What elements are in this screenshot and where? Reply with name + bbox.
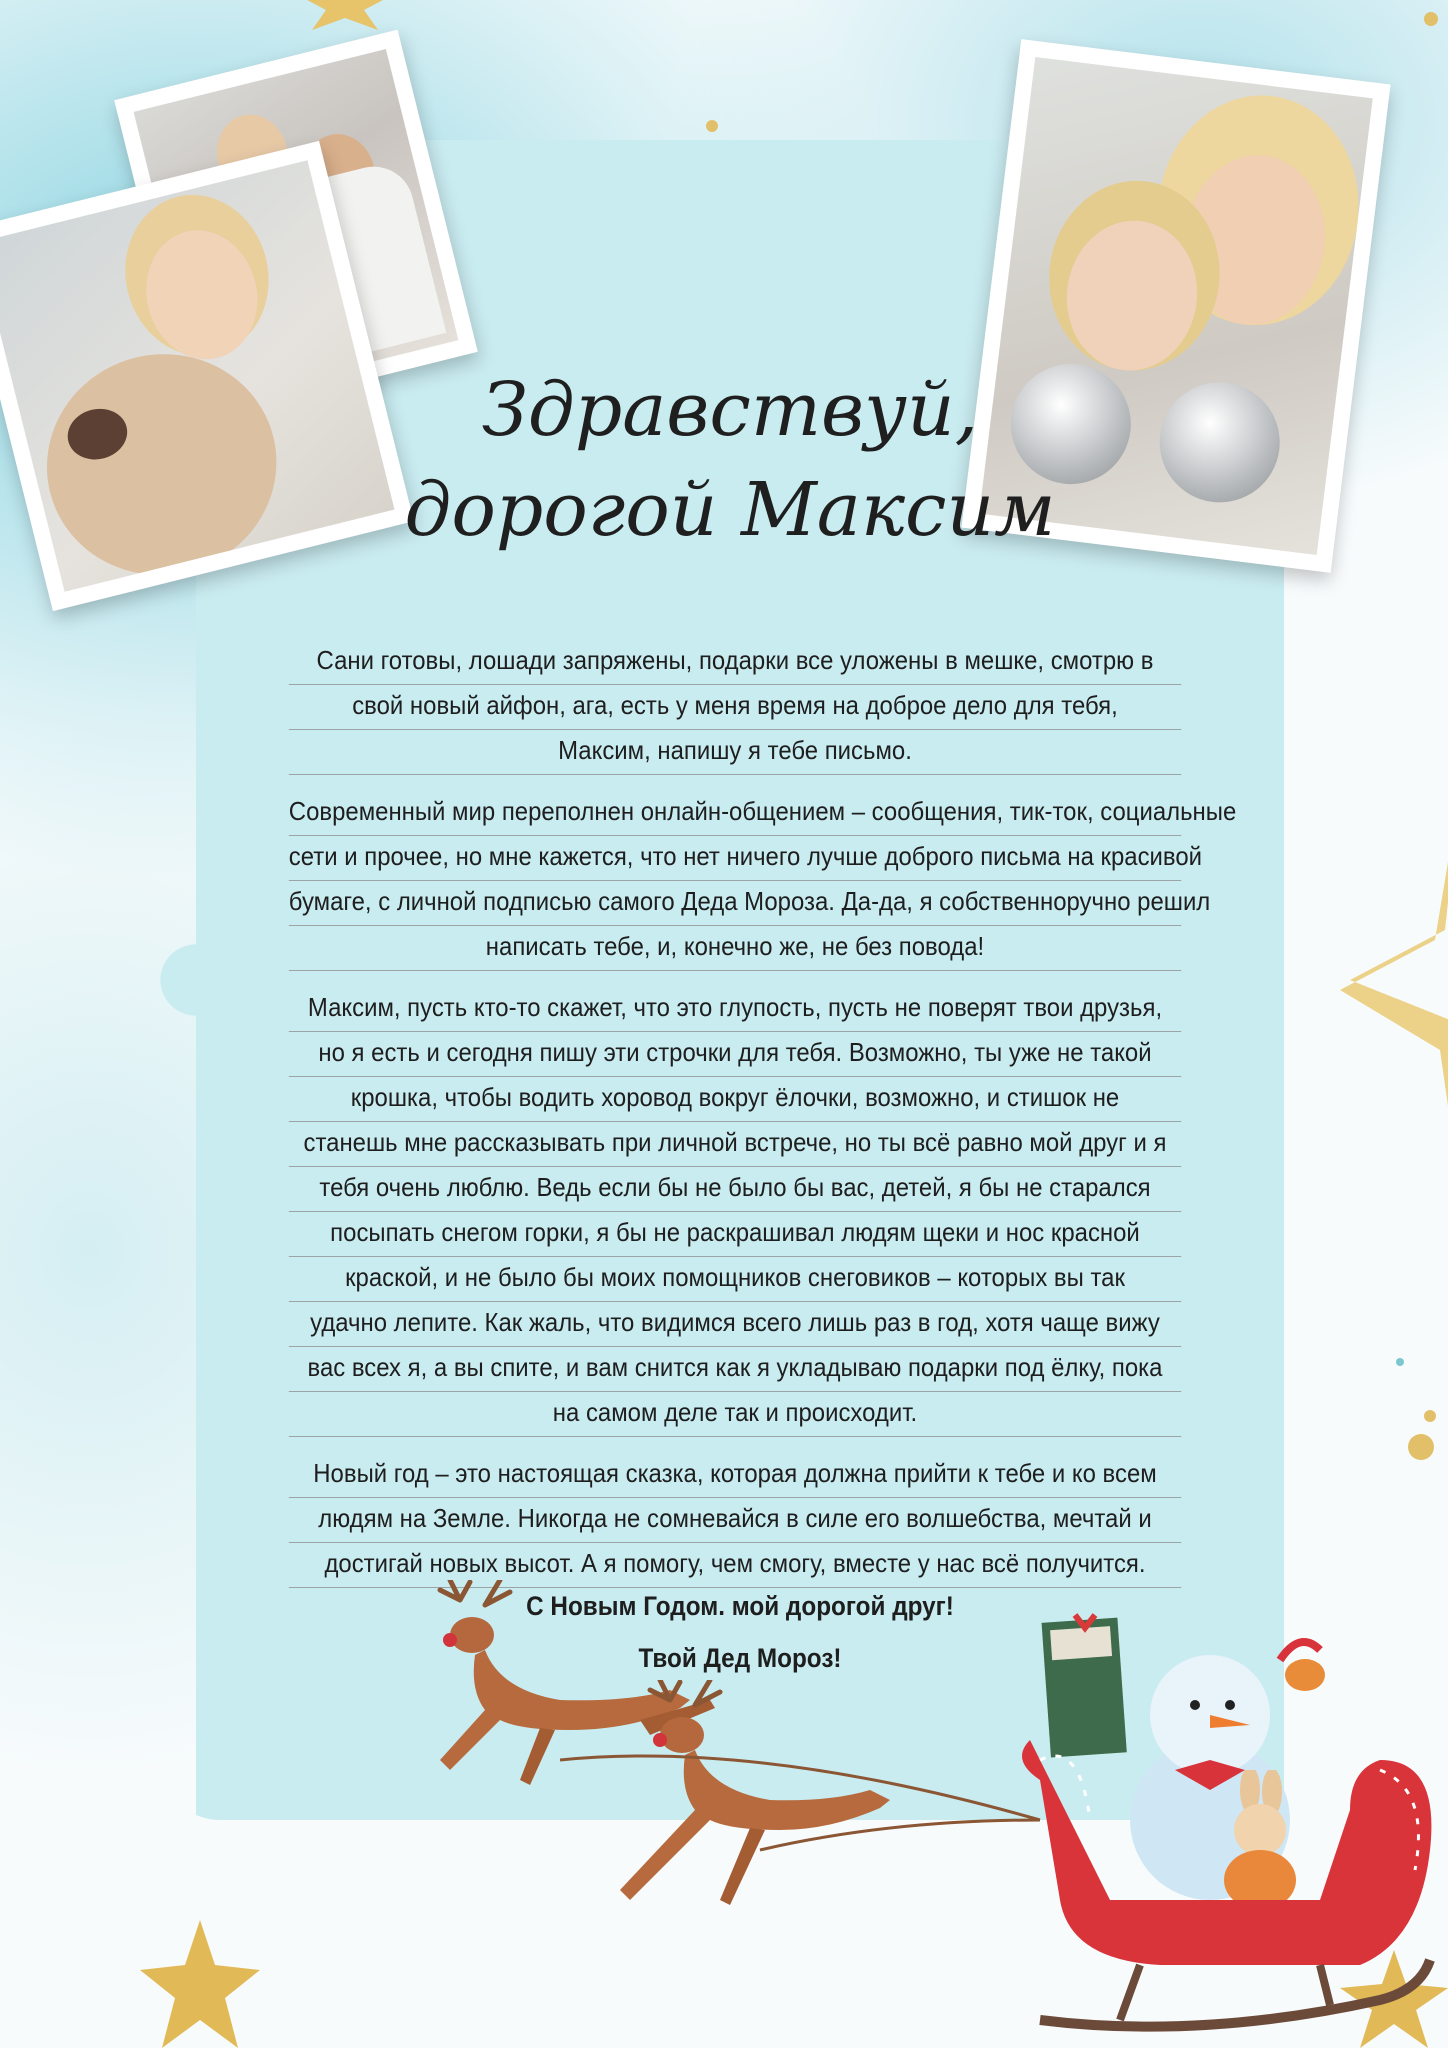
letter-line: посыпать снегом горки, я бы не раскрашивал людям щеки и нос красной [289,1212,1181,1257]
signature-line-1: С Новым Годом. мой дорогой друг! [526,1591,954,1621]
greeting-heading [380,360,1080,560]
confetti-dot [1424,1410,1436,1422]
letter-body [250,640,1237,1604]
letter-line: краской, и не было бы моих помощников снеговиков – которых вы так [289,1257,1181,1302]
letter-line: но я есть и сегодня пишу эти строчки для тебя. Возможно, ты уже не такой [289,1032,1181,1077]
letter-line: на самом деле так и происходит. [289,1392,1181,1437]
letter-line: написать тебе, и, конечно же, не без повода! [289,926,1181,971]
letter-line: Современный мир переполнен онлайн-общением – сообщения, тик-ток, социальные [289,791,1181,836]
letter-line: Максим, пусть кто-то скажет, что это глупость, пусть не поверят твои друзья, [289,987,1181,1032]
greeting-line-1: Здравствуй, [481,367,979,453]
letter-line: бумаге, с личной подписью самого Деда Мороза. Да-да, я собственноручно решил [289,881,1181,926]
gold-star-icon [290,0,400,30]
letter-paragraph-3 [250,987,1220,1437]
letter-line: Сани готовы, лошади запряжены, подарки все уложены в мешке, смотрю в [289,640,1181,685]
gold-star-icon [140,1920,260,2048]
greeting-line-2: дорогой Максим [404,467,1056,553]
letter-paragraph-4 [250,1453,1220,1588]
confetti-dot [706,120,718,132]
letter-paragraph-2 [250,791,1237,971]
signature-line-2: Твой Дед Мороз! [638,1643,842,1673]
letter-line: людям на Земле. Никогда не сомневайся в силе его волшебства, мечтай и [289,1498,1181,1543]
letter-line: станешь мне рассказывать при личной встрече, но ты всё равно мой друг и я [289,1122,1181,1167]
reins-icon [560,1700,1060,1860]
letter-paragraph-1 [250,640,1220,775]
letter-line: сети и прочее, но мне кажется, что нет ничего лучше доброго письма на красивой [289,836,1181,881]
letter-line: удачно лепите. Как жаль, что видимся всего лишь раз в год, хотя чаще вижу [289,1302,1181,1347]
confetti-dot [1396,1358,1404,1366]
letter-line: вас всех я, а вы спите, и вам снится как я укладываю подарки под ёлку, пока [289,1347,1181,1392]
confetti-dot [1408,1434,1434,1460]
letter-line: тебя очень люблю. Ведь если бы не было бы вас, детей, я бы не старался [289,1167,1181,1212]
letter-line: достигай новых высот. А я помогу, чем смогу, вместе у нас всё получится. [289,1543,1181,1588]
letter-line: Максим, напишу я тебе письмо. [289,730,1181,775]
gold-star-icon [1310,790,1448,1190]
girl-with-teddy-photo-image [0,160,394,592]
sleigh-icon [1000,1700,1448,2048]
letter-line: свой новый айфон, ага, есть у меня время на доброе дело для тебя, [289,685,1181,730]
letter-line: крошка, чтобы водить хоровод вокруг ёлочки, возможно, и стишок не [289,1077,1181,1122]
letter-line: Новый год – это настоящая сказка, которая должна прийти к тебе и ко всем [289,1453,1181,1498]
confetti-dot [1424,12,1438,26]
